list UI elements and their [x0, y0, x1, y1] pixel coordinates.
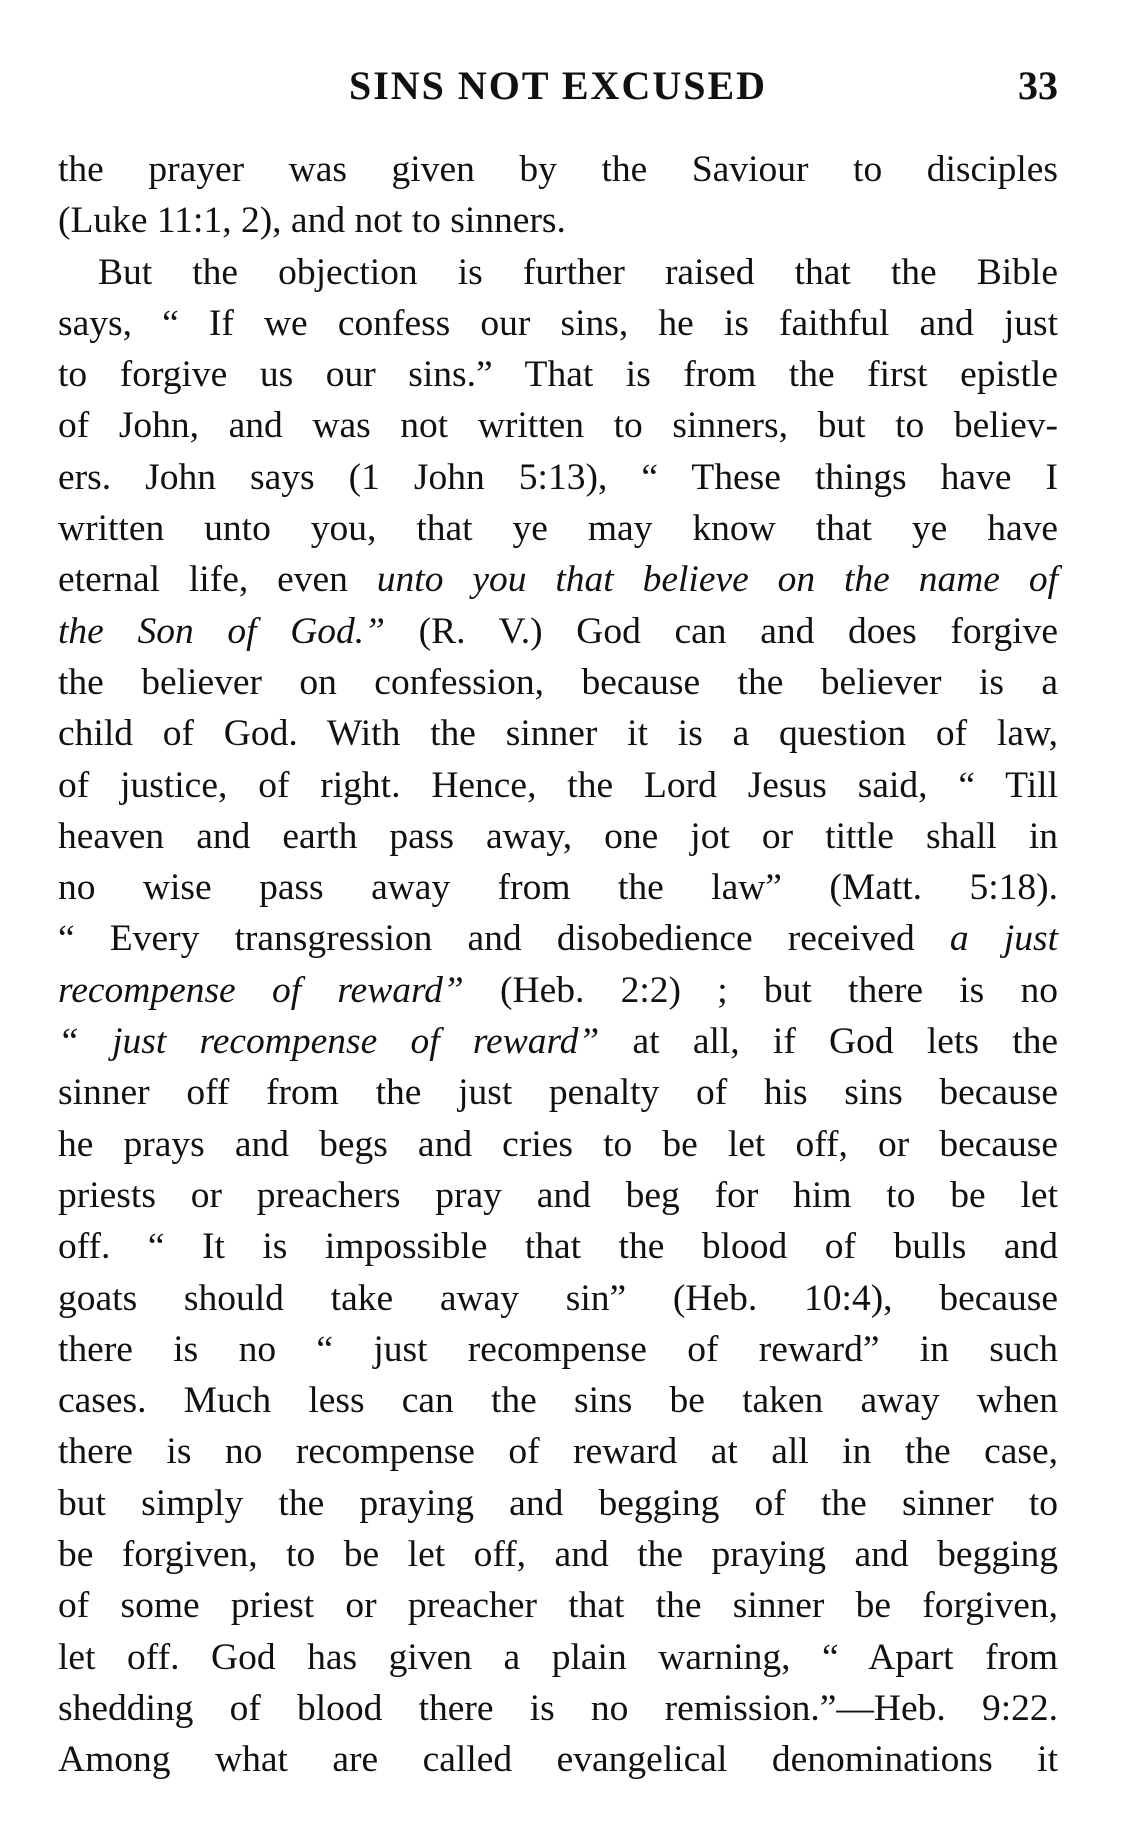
text-line: priests or preachers pray and beg for him to be let	[58, 1174, 1058, 1216]
running-head	[58, 56, 1058, 116]
text-line: heaven and earth pass away, one jot or tittle shall in	[58, 815, 1058, 857]
text-line	[58, 913, 1058, 964]
text-line	[58, 1016, 1058, 1067]
text-line: child of God. With the sinner it is a question of law,	[58, 713, 1058, 755]
text-line: there is no recompense of reward at all in the case,	[58, 1431, 1058, 1473]
text-line	[58, 554, 1058, 605]
italic-segment: recompense of reward”	[58, 969, 464, 1011]
text-line: shedding of blood there is no remission.”—Heb. 9:22.	[58, 1687, 1058, 1729]
text-line: the prayer was given by the Saviour to disciples	[58, 149, 1058, 190]
italic-segment: “ just recompense of reward”	[58, 1021, 600, 1063]
text-segment: at all, if God lets the	[599, 1021, 1059, 1063]
text-line: cases. Much less can the sins be taken away when	[58, 1380, 1058, 1422]
italic-segment: the Son of God.”	[58, 610, 386, 652]
text-line: written unto you, that ye may know that ye have	[58, 508, 1058, 550]
text-line: but simply the praying and begging of the sinner to	[58, 1482, 1058, 1524]
running-title: SINS NOT EXCUSED	[348, 63, 768, 108]
text-line	[58, 606, 1058, 657]
text-line: says, “ If we confess our sins, he is faithful and just	[58, 302, 1058, 344]
text-line: Among what are called evangelical denominations it	[58, 1739, 1058, 1781]
text-segment: eternal life, even	[58, 559, 377, 601]
text-line: of John, and was not written to sinners, but to believ-	[58, 405, 1058, 447]
text-line: the believer on confession, because the believer is a	[58, 661, 1058, 703]
text-segment: (R. V.) God can and does forgive	[385, 610, 1059, 652]
text-line: sinner off from the just penalty of his sins because	[58, 1072, 1058, 1114]
text-line: of some priest or preacher that the sinner be forgiven,	[58, 1585, 1058, 1627]
text-line: ers. John says (1 John 5:13), “ These things have I	[58, 456, 1058, 498]
italic-segment: a just	[949, 918, 1058, 960]
body-text	[58, 144, 1058, 1786]
text-line: But the objection is further raised that the Bible	[98, 251, 1058, 293]
text-line: let off. God has given a plain warning, “ Apart from	[58, 1636, 1058, 1678]
text-line: there is no “ just recompense of reward” in such	[58, 1328, 1058, 1370]
italic-segment: unto you that believe on the name of	[376, 559, 1058, 601]
text-line: be forgiven, to be let off, and the praying and begging	[58, 1534, 1058, 1576]
text-line: of justice, of right. Hence, the Lord Jesus said, “ Till	[58, 764, 1058, 806]
page-number: 33	[1018, 63, 1058, 108]
text-segment: (Heb. 2:2) ; but there is no	[463, 969, 1058, 1011]
text-line: no wise pass away from the law” (Matt. 5:18).	[58, 867, 1058, 909]
text-line: goats should take away sin” (Heb. 10:4), because	[58, 1277, 1058, 1319]
text-line	[58, 965, 1058, 1016]
text-line: he prays and begs and cries to be let off, or because	[58, 1123, 1058, 1165]
text-line: to forgive us our sins.” That is from the first epistle	[58, 354, 1058, 396]
text-line: off. “ It is impossible that the blood of bulls and	[58, 1226, 1058, 1268]
text-line: (Luke 11:1, 2), and not to sinners.	[58, 200, 566, 242]
text-segment: “ Every transgression and disobedience received	[58, 918, 950, 960]
